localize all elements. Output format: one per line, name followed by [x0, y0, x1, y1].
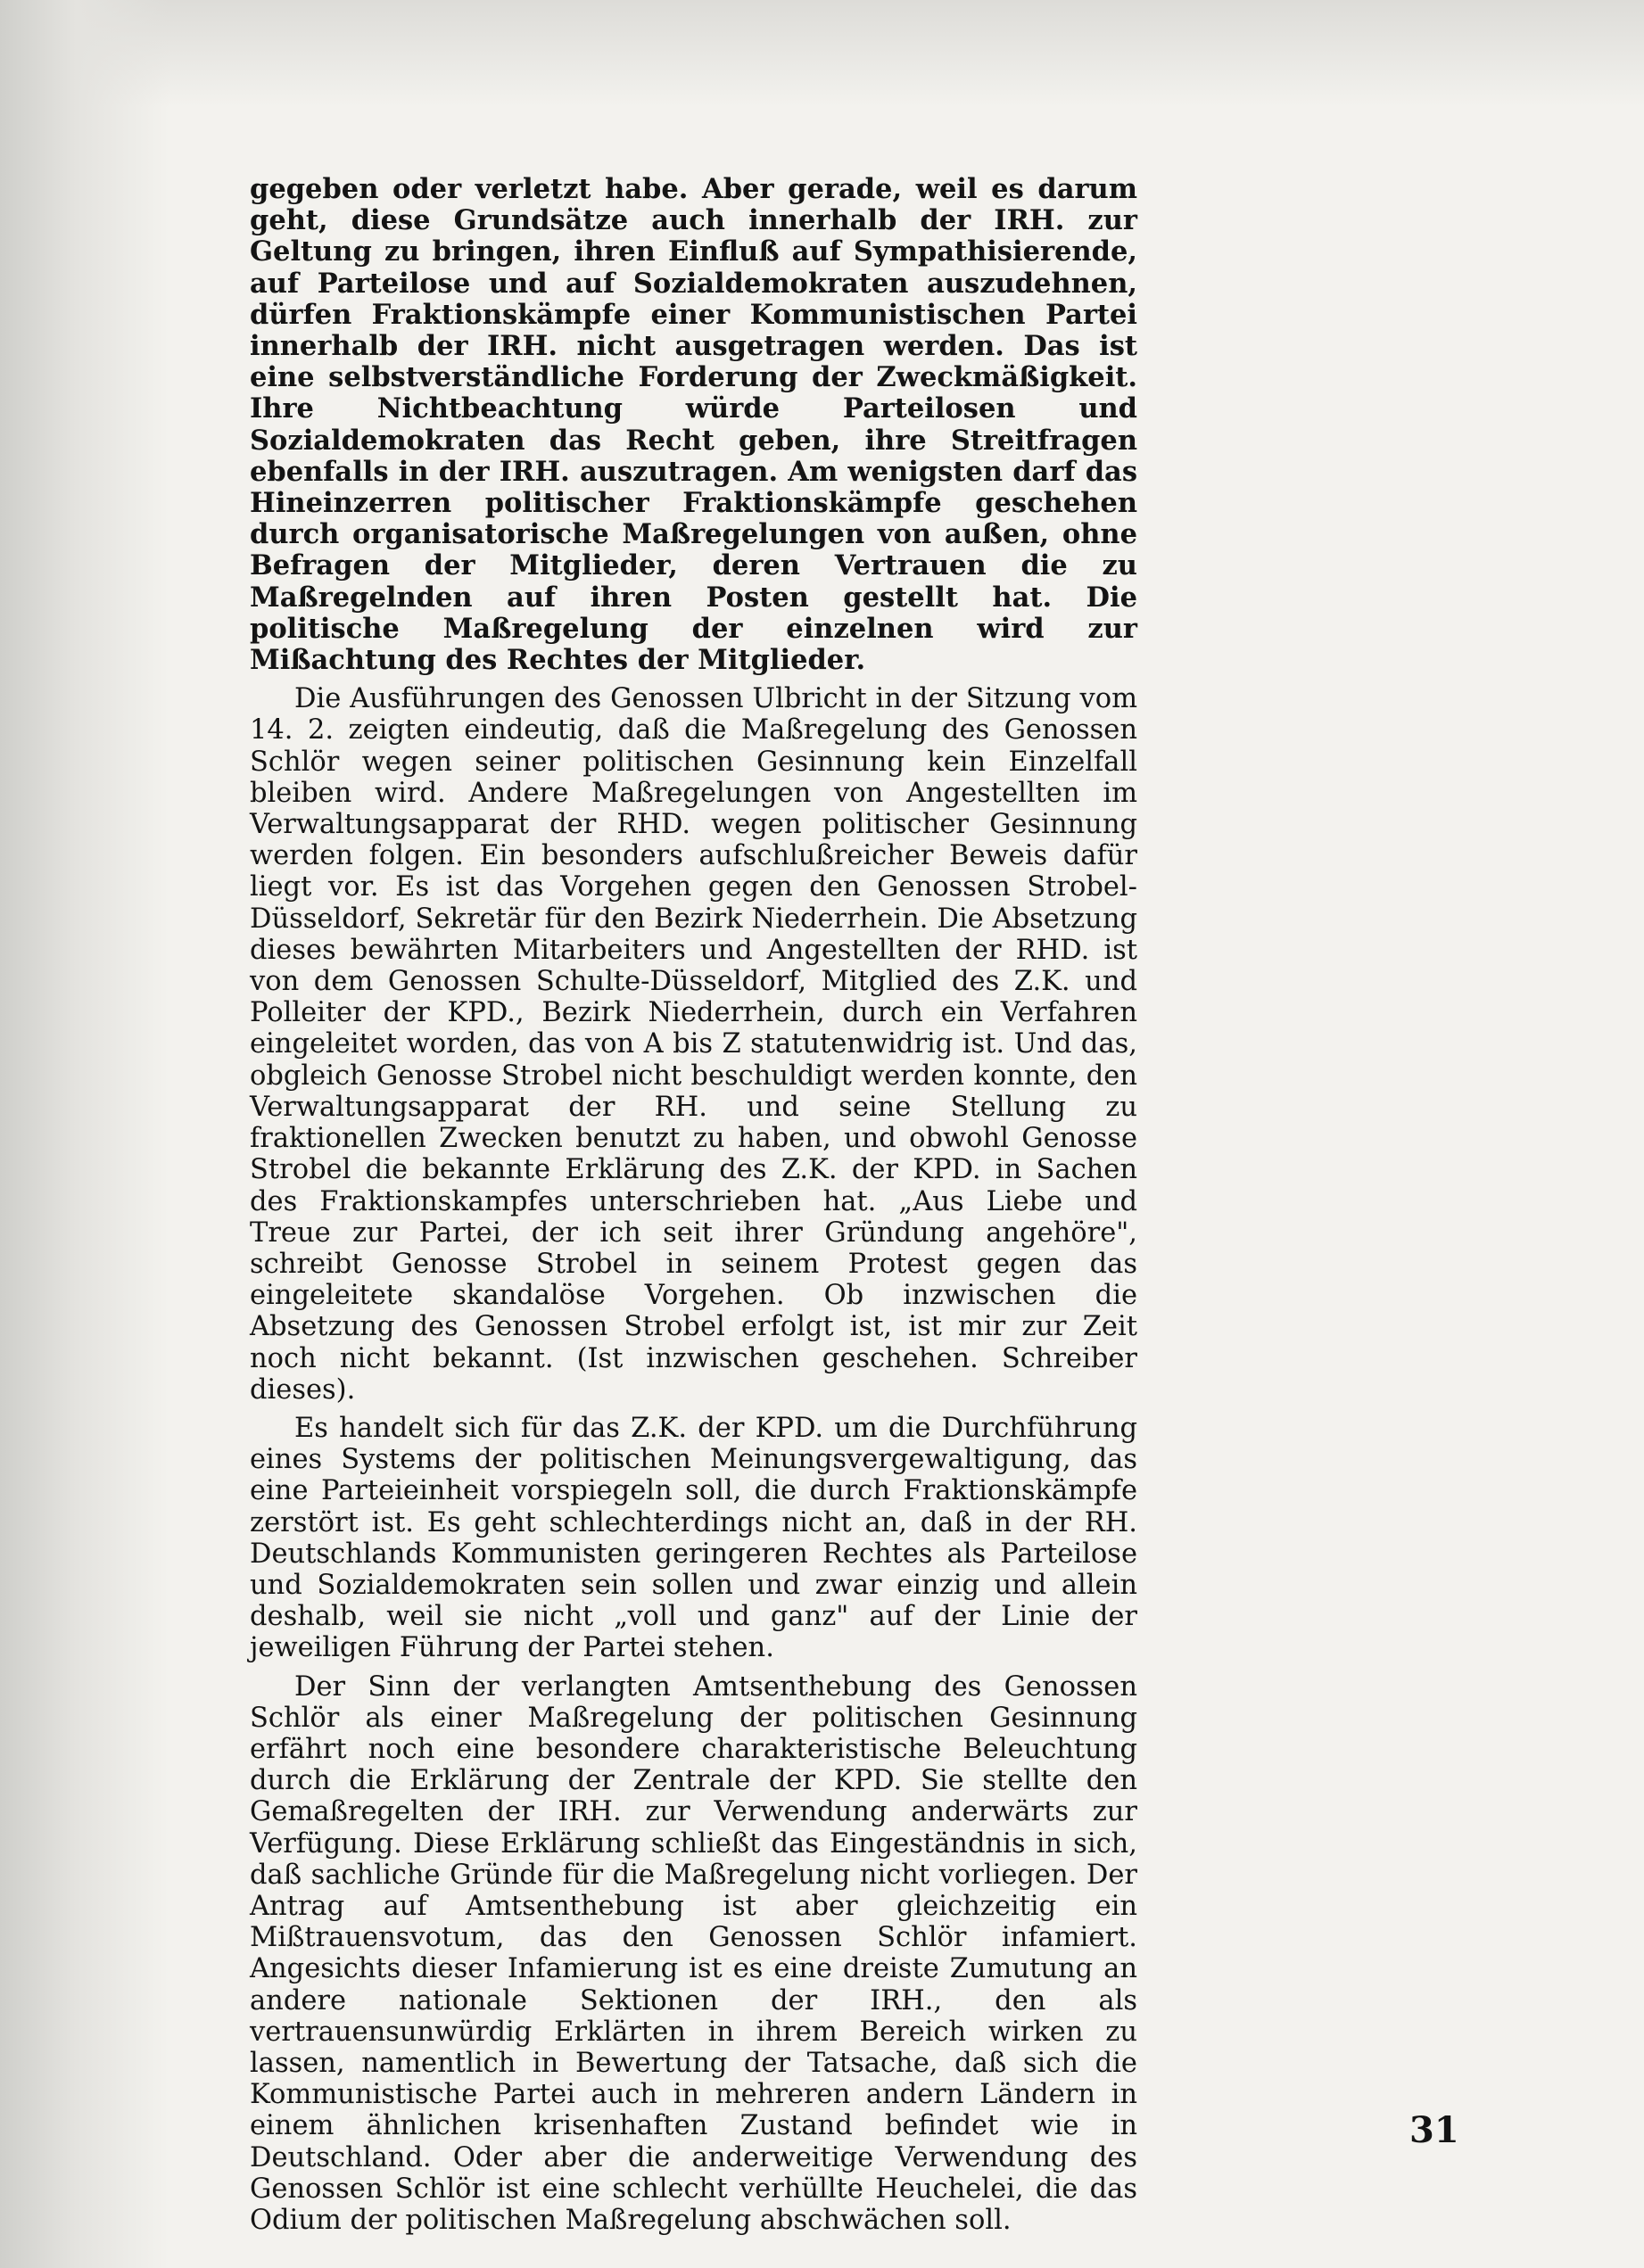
- paragraph-2: Die Ausführungen des Genossen Ulbricht in der Sitzung vom 14. 2. zeigten eindeutig, daß die Maßregelung des Genossen Schlör wegen seiner politischen Gesinnung kein Einzelfall bleiben wird. Andere Maßregelungen von Angestellten im Verwaltungsapparat der RHD. wegen politischer Gesinnung werden folgen. Ein besonders aufschlußreicher Beweis dafür liegt vor. Es ist das Vorgehen gegen den Genossen Strobel-Düsseldorf, Sekretär für den Bezirk Niederrhein. Die Absetzung dieses bewährten Mitarbeiters und Angestellten der RHD. ist von dem Genossen Schulte-Düsseldorf, Mitglied des Z.K. und Polleiter der KPD., Bezirk Niederrhein, durch ein Verfahren eingeleitet worden, das von A bis Z statutenwidrig ist. Und das, obgleich Genosse Strobel nicht beschuldigt werden konnte, den Verwaltungsapparat der RH. und seine Stellung zu fraktionellen Zwecken benutzt zu haben, und obwohl Genosse Strobel die bekannte Erklärung des Z.K. der KPD. in Sachen des Fraktionskampfes unterschrieben hat. „Aus Liebe und Treue zur Partei, der ich seit ihrer Gründung angehöre", schreibt Genosse Strobel in seinem Protest gegen das eingeleitete skandalöse Vorgehen. Ob inzwischen die Absetzung des Genossen Strobel erfolgt ist, ist mir zur Zeit noch nicht bekannt. (Ist inzwischen geschehen. Schreiber dieses).: [250, 683, 1137, 1406]
- paragraph-4: Der Sinn der verlangten Amtsenthebung des Genossen Schlör als einer Maßregelung der politischen Gesinnung erfährt noch eine besondere charakteristische Beleuchtung durch die Erklärung der Zentrale der KPD. Sie stellte den Gemaßregelten der IRH. zur Verwendung anderwärts zur Verfügung. Diese Erklärung schließt das Eingeständnis in sich, daß sachliche Gründe für die Maßregelung nicht vorliegen. Der Antrag auf Amtsenthebung ist aber gleichzeitig ein Mißtrauensvotum, das den Genossen Schlör infamiert. Angesichts dieser Infamierung ist es eine dreiste Zumutung an andere nationale Sektionen der IRH., den als vertrauensunwürdig Erklärten in ihrem Bereich wirken zu lassen, namentlich in Bewertung der Tatsache, daß sich die Kommunistische Partei auch in mehreren andern Ländern in einem ähnlichen krisenhaften Zustand befindet wie in Deutschland. Oder aber die anderweitige Verwendung des Genossen Schlör ist eine schlecht verhüllte Heuchelei, die das Odium der politischen Maßregelung abschwächen soll.: [250, 1670, 1137, 2236]
- page-shadow-top: [0, 0, 1644, 107]
- page-shadow-left: [0, 0, 169, 2268]
- paragraph-3: Es handelt sich für das Z.K. der KPD. um die Durchführung eines Systems der politischen Meinungsvergewaltigung, das eine Parteieinheit vorspiegeln soll, die durch Fraktionskämpfe zerstört ist. Es geht schlechterdings nicht an, daß in der RH. Deutschlands Kommunisten geringeren Rechtes als Parteilose und Sozialdemokraten sein sollen und zwar einzig und allein deshalb, weil sie nicht „voll und ganz" auf der Linie der jeweiligen Führung der Partei stehen.: [250, 1412, 1137, 1664]
- page-number: 31: [1409, 2109, 1459, 2151]
- body-text: [250, 174, 1137, 2243]
- paragraph-1: gegeben oder verletzt habe. Aber gerade, weil es darum geht, diese Grundsätze auch innerhalb der IRH. zur Geltung zu bringen, ihren Einfluß auf Sympathisierende, auf Parteilose und auf Sozialdemokraten auszudehnen, dürfen Fraktionskämpfe einer Kommunistischen Partei innerhalb der IRH. nicht ausgetragen werden. Das ist eine selbstverständliche Forderung der Zweckmäßigkeit. Ihre Nichtbeachtung würde Parteilosen und Sozialdemokraten das Recht geben, ihre Streitfragen ebenfalls in der IRH. auszutragen. Am wenigsten darf das Hineinzerren politischer Fraktionskämpfe geschehen durch organisatorische Maßregelungen von außen, ohne Befragen der Mitglieder, deren Vertrauen die zu Maßregelnden auf ihren Posten gestellt hat. Die politische Maßregelung der einzelnen wird zur Mißachtung des Rechtes der Mitglieder.: [250, 173, 1137, 677]
